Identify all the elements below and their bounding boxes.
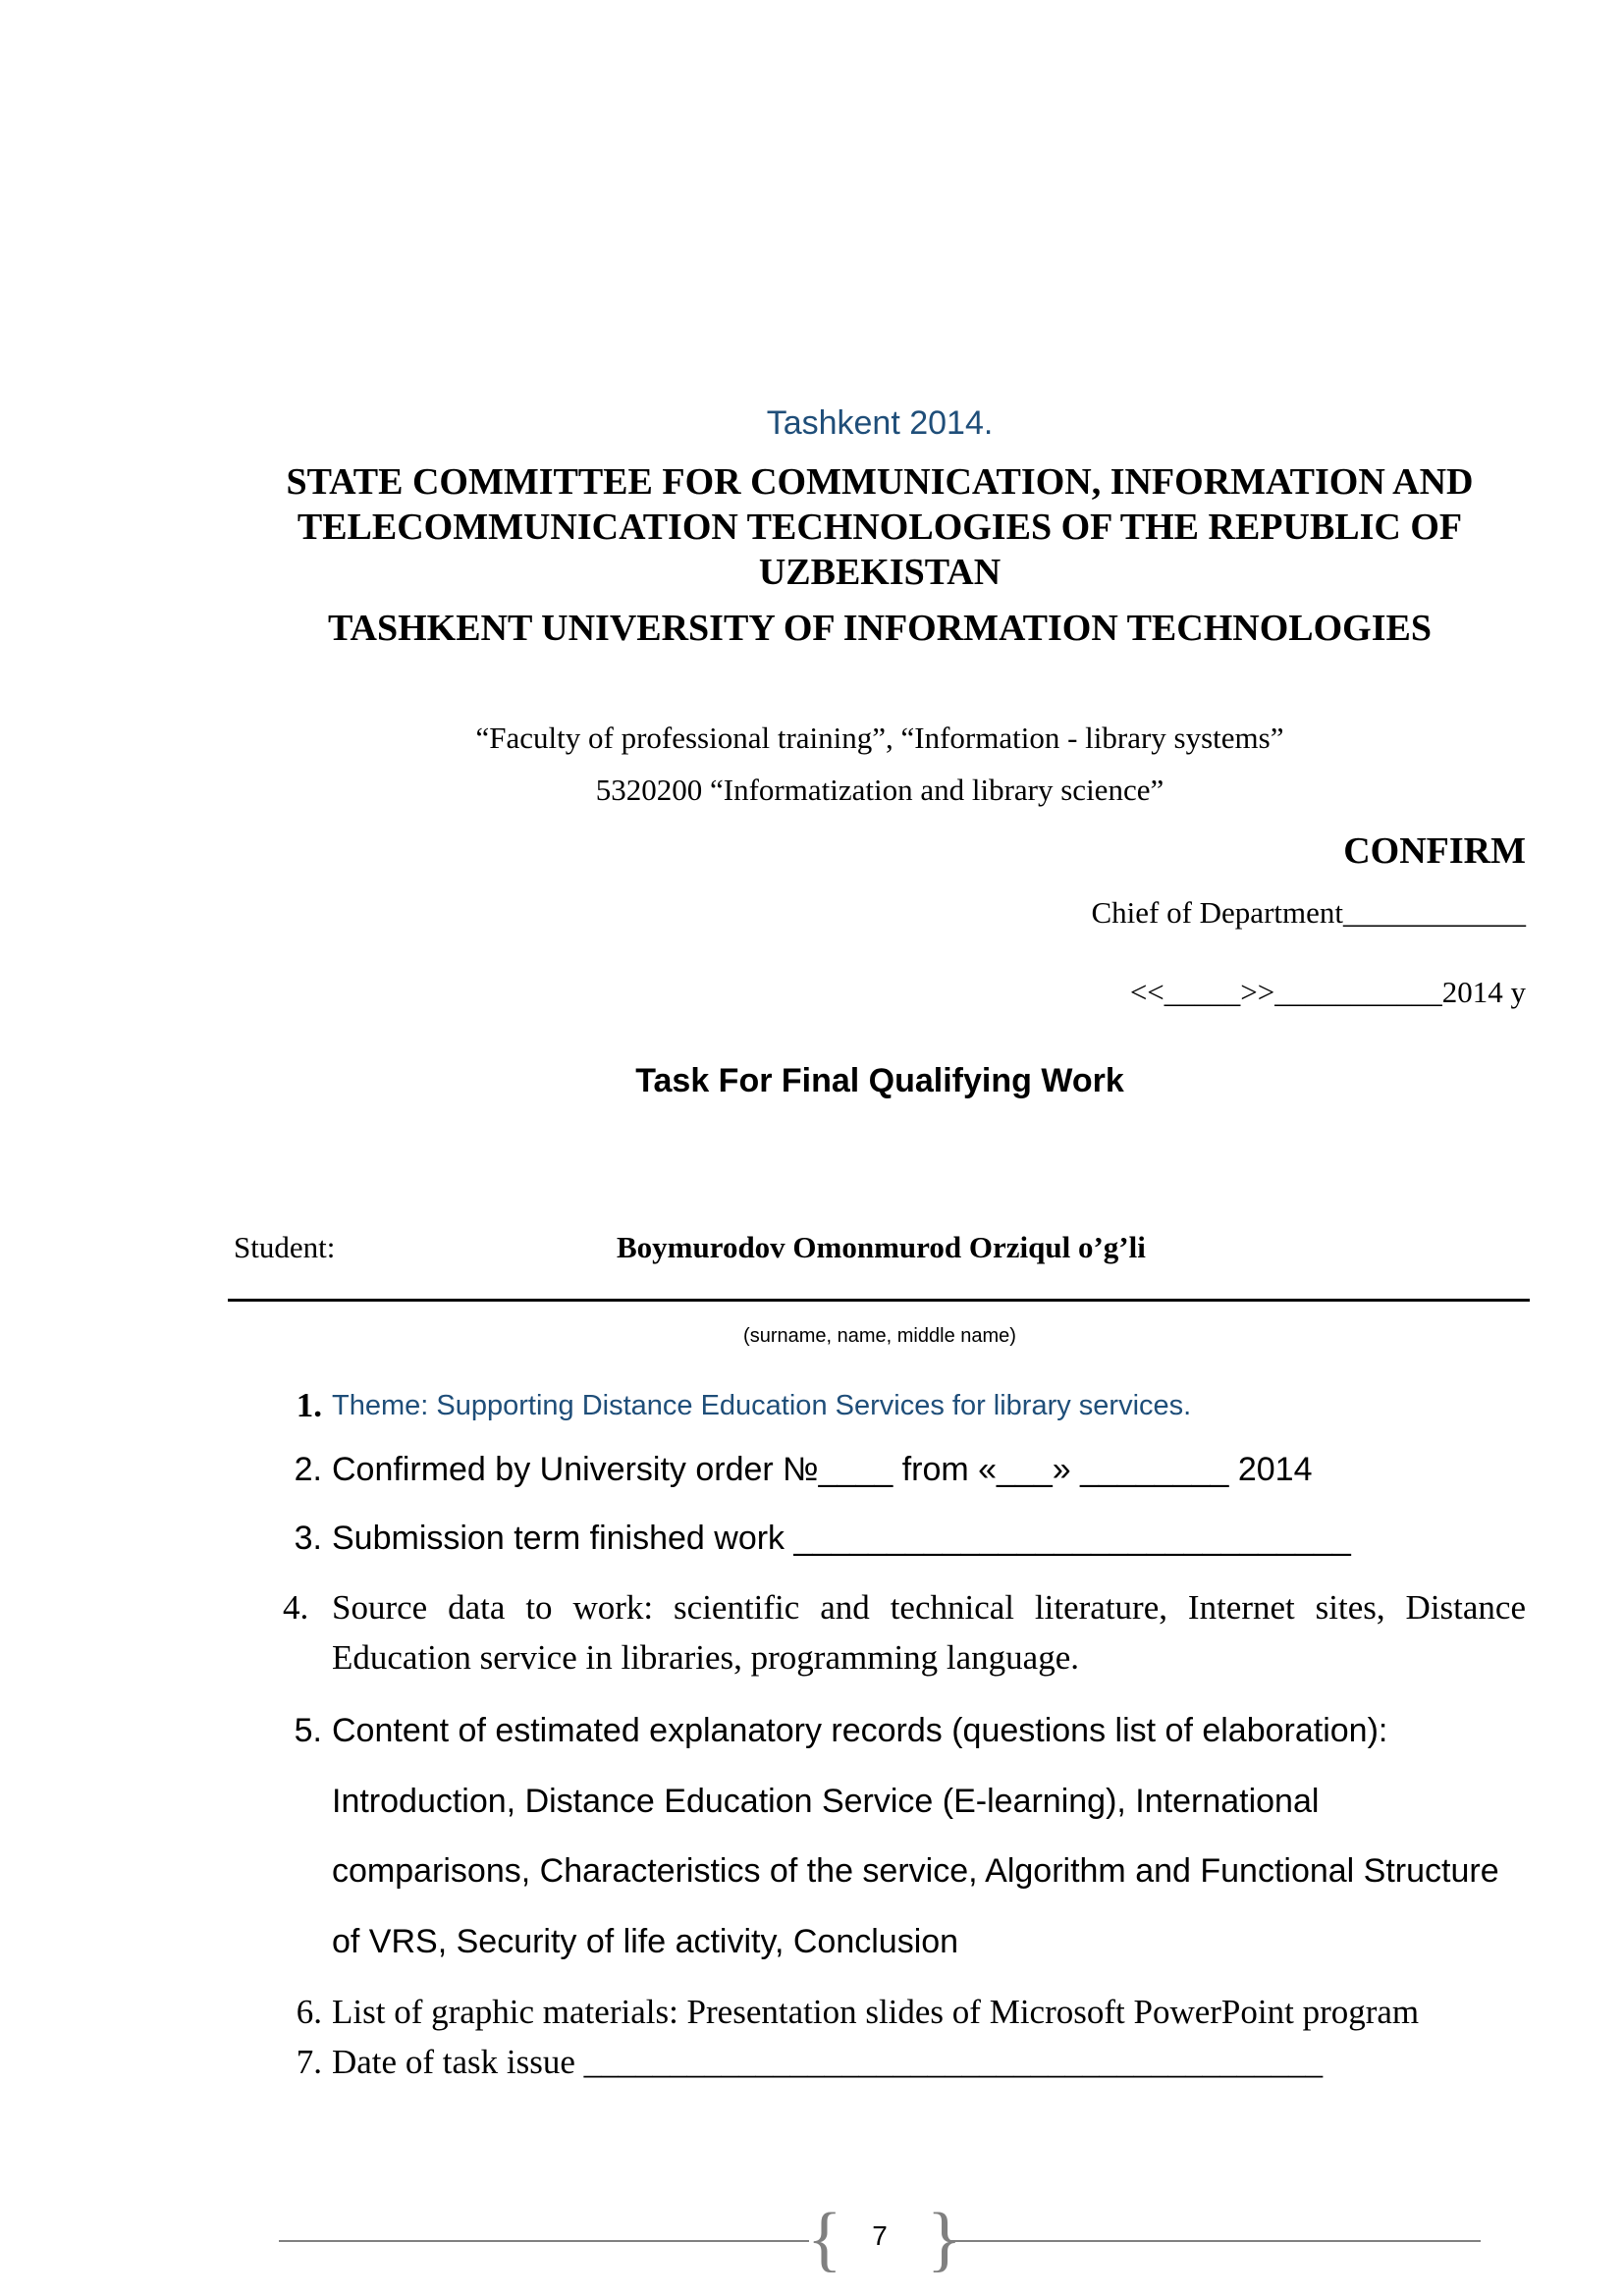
student-name: Boymurodov Omonmurod Orziqul o’g’li <box>617 1230 1146 1264</box>
city-year: Tashkent 2014. <box>766 404 994 442</box>
item-text: Confirmed by University order №____ from «___» ________ 2014 <box>332 1451 1313 1488</box>
approval-date-line: <<_____>>___________2014 y <box>1129 975 1526 1009</box>
chief-signature-line: Chief of Department____________ <box>1091 895 1526 930</box>
item-number: 3. <box>294 1520 322 1557</box>
task-list <box>283 1384 1526 2087</box>
item-text: Date of task issue ___________________________________________ <box>332 2043 1324 2081</box>
page-number: 7 <box>872 2220 888 2251</box>
item-number: 6. <box>296 1993 322 2031</box>
footer-rule-left <box>279 2240 809 2242</box>
item-text: Source data to work: scientific and technical literature, Internet sites, Distance Education service in libraries, programming language. <box>332 1588 1526 1677</box>
item-number: 2. <box>294 1451 322 1488</box>
confirm-heading: CONFIRM <box>1343 830 1526 872</box>
item-number: 5. <box>294 1712 322 1749</box>
task-item-source-data <box>283 1582 1526 1682</box>
task-item-graphics <box>283 1987 1526 2037</box>
item-number: 7. <box>296 2043 322 2081</box>
task-item-submission <box>283 1514 1526 1563</box>
student-label: Student: <box>234 1230 336 1264</box>
item-number: 4. <box>283 1588 309 1627</box>
task-item-theme <box>283 1384 1526 1427</box>
student-underline <box>228 1299 1530 1302</box>
left-brace-icon: { <box>807 2199 842 2279</box>
task-item-order <box>283 1445 1526 1494</box>
faculty-line: “Faculty of professional training”, “Information - library systems” <box>475 721 1284 755</box>
task-item-issue-date <box>283 2037 1526 2087</box>
right-brace-icon: } <box>927 2199 962 2279</box>
university-name: TASHKENT UNIVERSITY OF INFORMATION TECHNOLOGIES <box>327 608 1433 649</box>
task-title: Task For Final Qualifying Work <box>635 1062 1124 1099</box>
item-text: Content of estimated explanatory records (questions list of elaboration): Introduction, Distance Education Service (E-learning), International comparisons, Characteristics of the service, Algorithm and Functional Structure of VRS, Security of life activity, Conclusion <box>332 1712 1499 1960</box>
item-text: Theme: Supporting Distance Education Services for library services. <box>332 1390 1192 1421</box>
item-text: List of graphic materials: Presentation slides of Microsoft PowerPoint program <box>332 1993 1420 2031</box>
specialty-line: 5320200 “Informatization and library science” <box>595 773 1164 807</box>
student-hint: (surname, name, middle name) <box>743 1325 1016 1347</box>
task-item-contents <box>283 1696 1526 1977</box>
item-number: 1. <box>296 1386 322 1424</box>
committee-name: STATE COMMITTEE FOR COMMUNICATION, INFORMATION AND TELECOMMUNICATION TECHNOLOGIES OF THE REPUBLIC OF UZBEKISTAN <box>286 461 1474 593</box>
item-text: Submission term finished work ______________________________ <box>332 1520 1351 1557</box>
footer-rule-right <box>950 2240 1481 2242</box>
